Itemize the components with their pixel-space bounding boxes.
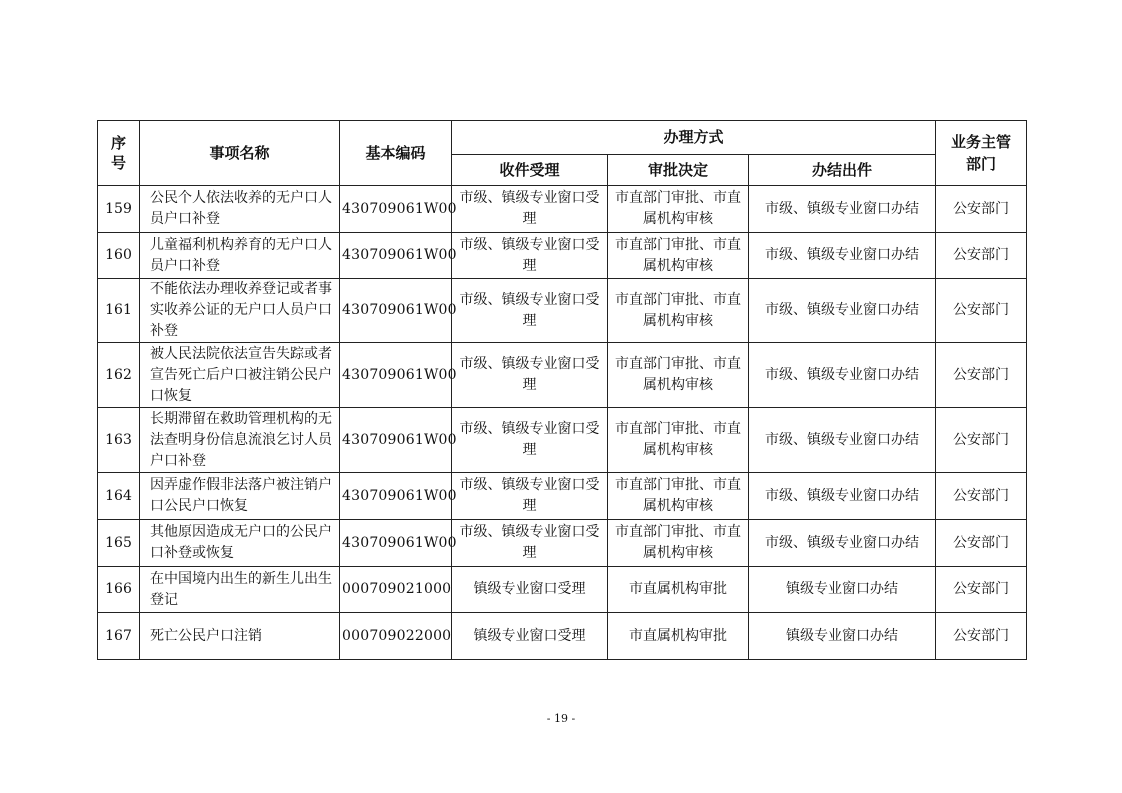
row-issue: 市级、镇级专业窗口办结 bbox=[749, 186, 936, 233]
row-accept: 市级、镇级专业窗口受理 bbox=[452, 343, 608, 408]
row-accept: 市级、镇级专业窗口受理 bbox=[452, 408, 608, 473]
row-name: 其他原因造成无户口的公民户口补登或恢复 bbox=[140, 520, 340, 567]
row-code: 430709061W00 bbox=[340, 408, 452, 473]
row-dept: 公安部门 bbox=[936, 613, 1027, 660]
row-issue: 镇级专业窗口办结 bbox=[749, 613, 936, 660]
header-approve: 审批决定 bbox=[608, 155, 749, 186]
row-code: 000709022000 bbox=[340, 613, 452, 660]
row-approve: 市直部门审批、市直属机构审核 bbox=[608, 186, 749, 233]
row-dept: 公安部门 bbox=[936, 186, 1027, 233]
row-dept: 公安部门 bbox=[936, 473, 1027, 520]
row-issue: 市级、镇级专业窗口办结 bbox=[749, 233, 936, 279]
row-code: 000709021000 bbox=[340, 567, 452, 613]
row-name: 因弄虚作假非法落户被注销户口公民户口恢复 bbox=[140, 473, 340, 520]
row-seq: 159 bbox=[98, 186, 140, 233]
page-number: - 19 - bbox=[546, 712, 576, 725]
header-seq-label: 序号 bbox=[110, 134, 126, 172]
row-dept: 公安部门 bbox=[936, 520, 1027, 567]
row-name: 公民个人依法收养的无户口人员户口补登 bbox=[140, 186, 340, 233]
row-approve: 市直部门审批、市直属机构审核 bbox=[608, 233, 749, 279]
row-issue: 市级、镇级专业窗口办结 bbox=[749, 279, 936, 343]
header-dept bbox=[936, 121, 1027, 186]
row-seq: 160 bbox=[98, 233, 140, 279]
row-accept: 市级、镇级专业窗口受理 bbox=[452, 233, 608, 279]
row-seq: 163 bbox=[98, 408, 140, 473]
row-seq: 167 bbox=[98, 613, 140, 660]
header-code: 基本编码 bbox=[340, 121, 452, 186]
table-row bbox=[98, 408, 1027, 473]
header-dept-label: 业务主管部门 bbox=[950, 133, 1011, 173]
row-seq: 164 bbox=[98, 473, 140, 520]
table-row bbox=[98, 473, 1027, 520]
row-accept: 市级、镇级专业窗口受理 bbox=[452, 520, 608, 567]
row-issue: 市级、镇级专业窗口办结 bbox=[749, 520, 936, 567]
row-code: 430709061W00 bbox=[340, 520, 452, 567]
row-dept: 公安部门 bbox=[936, 279, 1027, 343]
row-name: 不能依法办理收养登记或者事实收养公证的无户口人员户口补登 bbox=[140, 279, 340, 343]
row-code: 430709061W00 bbox=[340, 233, 452, 279]
row-seq: 166 bbox=[98, 567, 140, 613]
row-approve: 市直部门审批、市直属机构审核 bbox=[608, 343, 749, 408]
row-seq: 165 bbox=[98, 520, 140, 567]
row-name: 死亡公民户口注销 bbox=[140, 613, 340, 660]
header-seq bbox=[98, 121, 140, 186]
row-issue: 镇级专业窗口办结 bbox=[749, 567, 936, 613]
row-dept: 公安部门 bbox=[936, 567, 1027, 613]
row-accept: 市级、镇级专业窗口受理 bbox=[452, 473, 608, 520]
table-row bbox=[98, 613, 1027, 660]
row-accept: 市级、镇级专业窗口受理 bbox=[452, 186, 608, 233]
row-code: 430709061W00 bbox=[340, 343, 452, 408]
row-approve: 市直部门审批、市直属机构审核 bbox=[608, 408, 749, 473]
row-name: 被人民法院依法宣告失踪或者宣告死亡后户口被注销公民户口恢复 bbox=[140, 343, 340, 408]
row-accept: 市级、镇级专业窗口受理 bbox=[452, 279, 608, 343]
row-accept: 镇级专业窗口受理 bbox=[452, 613, 608, 660]
row-approve: 市直部门审批、市直属机构审核 bbox=[608, 473, 749, 520]
row-code: 430709061W00 bbox=[340, 279, 452, 343]
table-body bbox=[98, 186, 1027, 660]
row-accept: 镇级专业窗口受理 bbox=[452, 567, 608, 613]
table-row bbox=[98, 343, 1027, 408]
header-name: 事项名称 bbox=[140, 121, 340, 186]
row-issue: 市级、镇级专业窗口办结 bbox=[749, 473, 936, 520]
table-row bbox=[98, 567, 1027, 613]
row-code: 430709061W00 bbox=[340, 473, 452, 520]
row-name: 长期滞留在救助管理机构的无法查明身份信息流浪乞讨人员户口补登 bbox=[140, 408, 340, 473]
row-dept: 公安部门 bbox=[936, 343, 1027, 408]
table-row bbox=[98, 186, 1027, 233]
items-table bbox=[97, 120, 1027, 660]
table-row bbox=[98, 233, 1027, 279]
row-dept: 公安部门 bbox=[936, 233, 1027, 279]
row-seq: 162 bbox=[98, 343, 140, 408]
row-approve: 市直部门审批、市直属机构审核 bbox=[608, 520, 749, 567]
row-code: 430709061W00 bbox=[340, 186, 452, 233]
header-issue: 办结出件 bbox=[749, 155, 936, 186]
row-issue: 市级、镇级专业窗口办结 bbox=[749, 408, 936, 473]
row-name: 在中国境内出生的新生儿出生登记 bbox=[140, 567, 340, 613]
row-approve: 市直部门审批、市直属机构审核 bbox=[608, 279, 749, 343]
row-issue: 市级、镇级专业窗口办结 bbox=[749, 343, 936, 408]
header-accept: 收件受理 bbox=[452, 155, 608, 186]
table-row bbox=[98, 279, 1027, 343]
row-dept: 公安部门 bbox=[936, 408, 1027, 473]
table-row bbox=[98, 520, 1027, 567]
header-method: 办理方式 bbox=[452, 121, 936, 155]
row-seq: 161 bbox=[98, 279, 140, 343]
row-approve: 市直属机构审批 bbox=[608, 567, 749, 613]
row-name: 儿童福利机构养育的无户口人员户口补登 bbox=[140, 233, 340, 279]
row-approve: 市直属机构审批 bbox=[608, 613, 749, 660]
